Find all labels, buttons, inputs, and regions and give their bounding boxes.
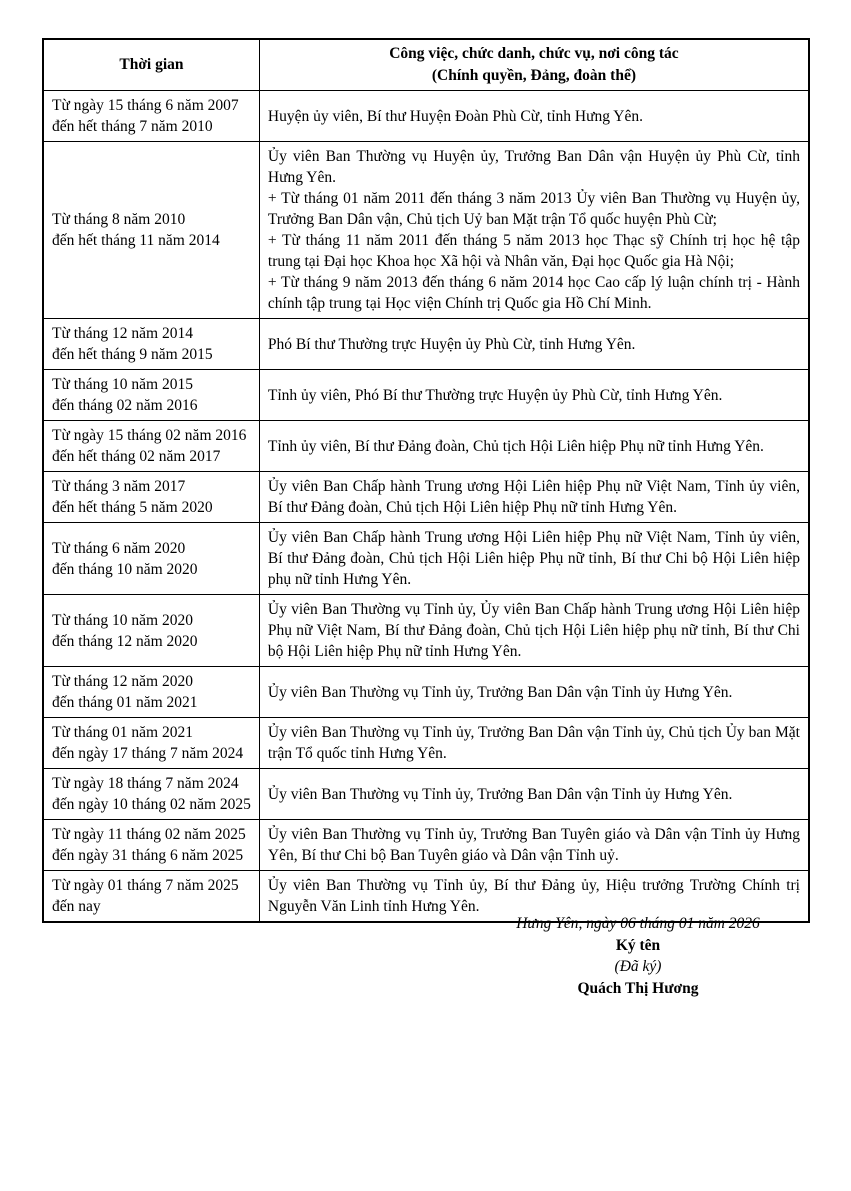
work-cell xyxy=(259,820,809,871)
table-row xyxy=(43,667,809,718)
table-row xyxy=(43,370,809,421)
time-line2: đến tháng 02 năm 2016 xyxy=(52,397,198,414)
time-line1: Từ tháng 10 năm 2020 xyxy=(52,611,193,629)
table-row xyxy=(43,421,809,472)
time-line1: Từ tháng 3 năm 2017 xyxy=(52,478,186,495)
time-cell xyxy=(43,718,259,769)
time-line1: Từ ngày 11 tháng 02 năm 2025 xyxy=(52,826,246,843)
time-line2: đến tháng 12 năm 2020 xyxy=(52,632,198,650)
time-cell xyxy=(43,472,259,523)
signed-note: (Đã ký) xyxy=(614,958,662,975)
work-paragraph: Ủy viên Ban Chấp hành Trung ương Hội Liên hiệp Phụ nữ Việt Nam, Tỉnh ủy viên, Bí thư Đảng đoàn, Chủ tịch Hội Liên hiệp Phụ nữ tỉnh, Bí thư Chi bộ Hội Liên hiệp phụ nữ tỉnh Hưng Yên. xyxy=(267,529,800,588)
time-line1: Từ ngày 01 tháng 7 năm 2025 xyxy=(52,877,239,894)
time-line2: đến ngày 31 tháng 6 năm 2025 xyxy=(52,847,244,864)
sign-label: Ký tên xyxy=(615,936,661,954)
table-row xyxy=(43,319,809,370)
time-cell xyxy=(43,595,259,667)
work-paragraph: Tỉnh ủy viên, Bí thư Đảng đoàn, Chủ tịch Hội Liên hiệp Phụ nữ tỉnh Hưng Yên. xyxy=(267,437,764,455)
work-cell xyxy=(259,667,809,718)
time-line1: Từ ngày 18 tháng 7 năm 2024 xyxy=(52,775,239,792)
work-paragraph: Ủy viên Ban Thường vụ Huyện ủy, Trưởng Ban Dân vận Huyện ủy Phù Cừ, tỉnh Hưng Yên. xyxy=(267,148,800,186)
work-paragraph: Ủy viên Ban Thường vụ Tỉnh ủy, Bí thư Đảng ủy, Hiệu trưởng Trường Chính trị Nguyễn Văn Linh tỉnh Hưng Yên. xyxy=(267,877,800,915)
time-line2: đến tháng 01 năm 2021 xyxy=(52,694,198,711)
work-paragraph: Ủy viên Ban Chấp hành Trung ương Hội Liên hiệp Phụ nữ Việt Nam, Tỉnh ủy viên, Bí thư Đảng đoàn, Chủ tịch Hội Liên hiệp Phụ nữ tỉnh Hưng Yên. xyxy=(267,478,800,516)
time-line2: đến hết tháng 5 năm 2020 xyxy=(52,499,213,516)
work-cell xyxy=(259,421,809,472)
table-header-work xyxy=(259,39,809,91)
work-cell xyxy=(259,595,809,667)
time-cell xyxy=(43,370,259,421)
work-paragraph: + Từ tháng 11 năm 2011 đến tháng 5 năm 2013 học Thạc sỹ Chính trị học hệ tập trung tại Đại học Khoa học Xã hội và Nhân văn, Đại học Quốc gia Hà Nội; xyxy=(267,232,800,270)
time-line1: Từ ngày 15 tháng 6 năm 2007 xyxy=(52,97,239,114)
time-line1: Từ tháng 8 năm 2010 xyxy=(52,211,186,228)
work-history-table xyxy=(42,38,810,923)
table-row xyxy=(43,820,809,871)
time-line2: đến ngày 17 tháng 7 năm 2024 xyxy=(52,745,244,762)
time-cell xyxy=(43,523,259,595)
time-line2: đến hết tháng 9 năm 2015 xyxy=(52,346,213,363)
time-line1: Từ tháng 12 năm 2014 xyxy=(52,325,193,342)
table-row xyxy=(43,769,809,820)
work-cell xyxy=(259,472,809,523)
work-cell xyxy=(259,718,809,769)
table-row xyxy=(43,142,809,319)
table-row xyxy=(43,472,809,523)
work-paragraph: Huyện ủy viên, Bí thư Huyện Đoàn Phù Cừ, tỉnh Hưng Yên. xyxy=(267,107,643,125)
work-paragraph: Ủy viên Ban Thường vụ Tỉnh ủy, Ủy viên Ban Chấp hành Trung ương Hội Liên hiệp Phụ nữ Việt Nam, Bí thư Đảng đoàn, Chủ tịch Hội Liên hiệp phụ nữ tỉnh, Bí thư Chi bộ Hội Liên hiệp Phụ nữ tỉnh Hưng Yên. xyxy=(267,601,800,660)
table-header-time: Thời gian xyxy=(43,39,259,91)
place-date: Hưng Yên, ngày 06 tháng 01 năm 2026 xyxy=(516,915,760,932)
table-row xyxy=(43,523,809,595)
work-paragraph: Phó Bí thư Thường trực Huyện ủy Phù Cừ, tỉnh Hưng Yên. xyxy=(267,335,636,353)
work-cell xyxy=(259,319,809,370)
time-cell xyxy=(43,871,259,923)
table-header-work-line2: (Chính quyền, Đảng, đoàn thể) xyxy=(431,67,637,84)
work-paragraph: + Từ tháng 9 năm 2013 đến tháng 6 năm 2014 học Cao cấp lý luận chính trị - Hành chính tập trung tại Học viện Chính trị Quốc gia Hồ Chí Minh. xyxy=(267,274,800,312)
work-paragraph: Ủy viên Ban Thường vụ Tỉnh ủy, Trưởng Ban Dân vận Tỉnh ủy, Chủ tịch Ủy ban Mặt trận Tổ quốc tỉnh Hưng Yên. xyxy=(267,724,800,762)
work-cell xyxy=(259,142,809,319)
time-cell xyxy=(43,319,259,370)
time-cell xyxy=(43,667,259,718)
signer-name: Quách Thị Hương xyxy=(577,979,699,997)
time-line2: đến hết tháng 7 năm 2010 xyxy=(52,118,213,135)
time-line1: Từ tháng 10 năm 2015 xyxy=(52,376,193,393)
work-cell xyxy=(259,91,809,142)
time-cell xyxy=(43,91,259,142)
time-cell xyxy=(43,820,259,871)
table-header-work-line1: Công việc, chức danh, chức vụ, nơi công tác xyxy=(389,45,679,62)
time-line1: Từ ngày 15 tháng 02 năm 2016 xyxy=(52,427,247,444)
time-line1: Từ tháng 6 năm 2020 xyxy=(52,539,186,557)
time-line2: đến ngày 10 tháng 02 năm 2025 xyxy=(52,796,251,813)
work-paragraph: Ủy viên Ban Thường vụ Tỉnh ủy, Trưởng Ban Dân vận Tỉnh ủy Hưng Yên. xyxy=(267,785,733,803)
time-line2: đến tháng 10 năm 2020 xyxy=(52,560,198,578)
table-row xyxy=(43,595,809,667)
work-cell xyxy=(259,523,809,595)
signature-block xyxy=(438,913,838,999)
time-line2: đến nay xyxy=(52,898,101,915)
table-row xyxy=(43,718,809,769)
work-cell xyxy=(259,769,809,820)
time-cell xyxy=(43,142,259,319)
work-paragraph: + Từ tháng 01 năm 2011 đến tháng 3 năm 2013 Ủy viên Ban Thường vụ Huyện ủy, Trưởng Ban Dân vận, Chủ tịch Uỷ ban Mặt trận Tổ quốc huyện Phù Cừ; xyxy=(267,190,800,228)
time-line2: đến hết tháng 11 năm 2014 xyxy=(52,232,220,249)
time-cell xyxy=(43,769,259,820)
work-cell xyxy=(259,370,809,421)
time-line1: Từ tháng 01 năm 2021 xyxy=(52,724,193,741)
time-cell xyxy=(43,421,259,472)
table-row xyxy=(43,91,809,142)
time-line2: đến hết tháng 02 năm 2017 xyxy=(52,448,221,465)
work-paragraph: Tỉnh ủy viên, Phó Bí thư Thường trực Huyện ủy Phù Cừ, tỉnh Hưng Yên. xyxy=(267,386,723,404)
work-paragraph: Ủy viên Ban Thường vụ Tỉnh ủy, Trưởng Ban Dân vận Tỉnh ủy Hưng Yên. xyxy=(267,683,733,701)
time-line1: Từ tháng 12 năm 2020 xyxy=(52,673,193,690)
work-paragraph: Ủy viên Ban Thường vụ Tỉnh ủy, Trưởng Ban Tuyên giáo và Dân vận Tỉnh ủy Hưng Yên, Bí thư Chi bộ Ban Tuyên giáo và Dân vận Tỉnh uỷ. xyxy=(267,826,800,864)
table-header-row xyxy=(43,39,809,91)
